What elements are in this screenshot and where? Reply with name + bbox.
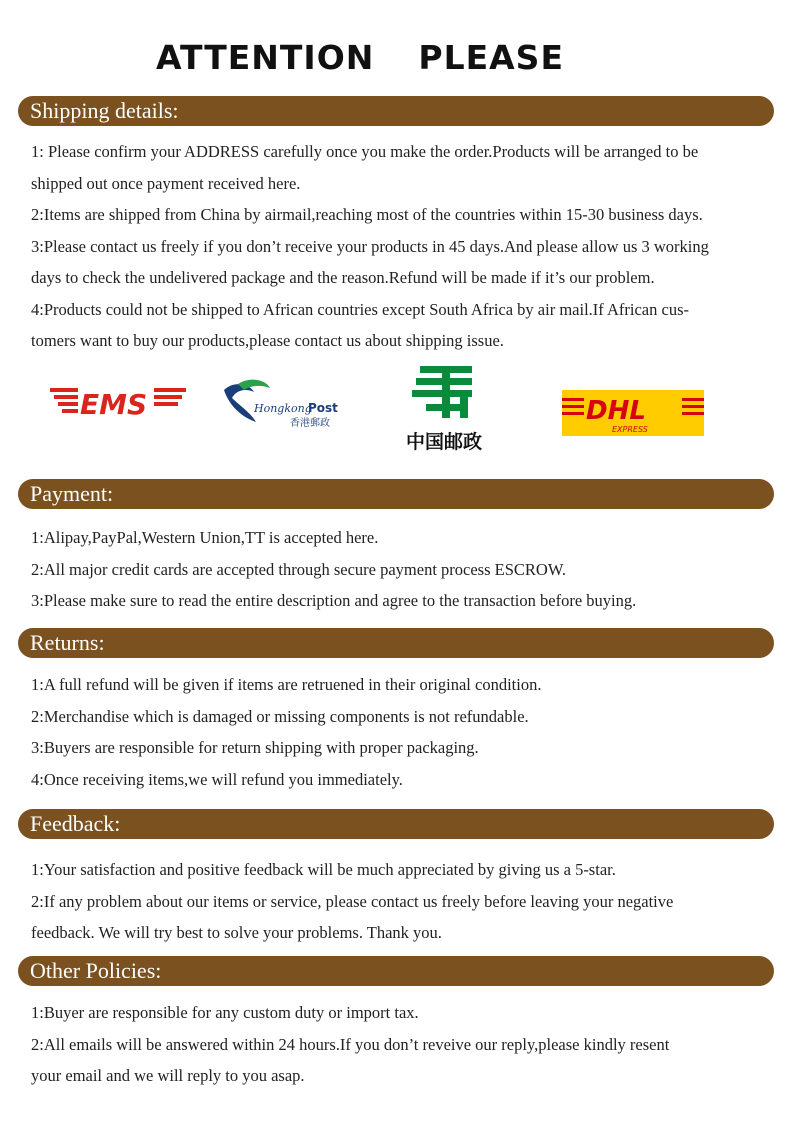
payment-section	[31, 522, 776, 617]
policies-line: 1:Buyer are responsible for any custom duty or import tax.	[31, 1003, 419, 1022]
shipping-line: days to check the undelivered package and the reason.Refund will be made if it’s our problem.	[31, 268, 655, 287]
feedback-heading: Feedback:	[30, 811, 121, 836]
feedback-line: feedback. We will try best to solve your problems. Thank you.	[31, 923, 442, 942]
returns-line: 1:A full refund will be given if items are retruened in their original condition.	[31, 675, 542, 694]
returns-line: 3:Buyers are responsible for return shipping with proper packaging.	[31, 738, 479, 757]
shipping-line: 1: Please confirm your ADDRESS carefully once you make the order.Products will be arranged to be	[31, 142, 699, 161]
policies-heading: Other Policies:	[30, 958, 162, 983]
dhl-logo-icon	[562, 390, 704, 441]
returns-heading: Returns:	[30, 630, 105, 655]
svg-text:Post: Post	[308, 401, 338, 415]
policies-section	[31, 997, 776, 1092]
title-word-attention: ATTENTION	[156, 38, 375, 77]
china-post-chinese: 中国邮政	[406, 431, 483, 453]
shipping-heading-bar	[18, 96, 774, 126]
ems-logo-icon	[50, 382, 190, 427]
returns-section	[31, 669, 776, 795]
shipping-line: 2:Items are shipped from China by airmail,reaching most of the countries within 15-30 business days.	[31, 205, 703, 224]
payment-line: 1:Alipay,PayPal,Western Union,TT is accepted here.	[31, 528, 379, 547]
shipping-line: 3:Please contact us freely if you don’t receive your products in 45 days.And please allow us 3 working	[31, 236, 709, 256]
returns-heading-bar	[18, 628, 774, 658]
payment-heading: Payment:	[30, 481, 114, 506]
page-title	[0, 38, 720, 77]
returns-line: 4:Once receiving items,we will refund you immediately.	[31, 769, 403, 789]
shipping-heading: Shipping details:	[30, 98, 179, 123]
policies-heading-bar	[18, 956, 774, 986]
dhl-logo-sub: EXPRESS	[612, 425, 648, 434]
shipping-section	[31, 136, 776, 357]
china-post-logo-icon	[402, 362, 497, 459]
policies-line: 2:All emails will be answered within 24 hours.If you don’t reveive our reply,please kindly resent	[31, 1034, 670, 1054]
shipping-line: 4:Products could not be shipped to African countries except South Africa by air mail.If African cus-	[31, 299, 689, 319]
feedback-line: 2:If any problem about our items or service, please contact us freely before leaving your negative	[31, 891, 674, 911]
svg-text:Hongkong: Hongkong	[254, 402, 312, 415]
feedback-heading-bar	[18, 809, 774, 839]
feedback-line: 1:Your satisfaction and positive feedback will be much appreciated by giving us a 5-star.	[31, 860, 616, 879]
policies-line: your email and we will reply to you asap.	[31, 1066, 305, 1085]
dhl-logo-text: DHL	[586, 396, 646, 426]
payment-line: 2:All major credit cards are accepted through secure payment process ESCROW.	[31, 559, 567, 579]
feedback-section	[31, 854, 776, 949]
hongkong-post-chinese: 香港郵政	[290, 418, 330, 429]
title-word-please: PLEASE	[418, 38, 564, 77]
payment-line: 3:Please make sure to read the entire description and agree to the transaction before buying.	[31, 591, 637, 610]
hongkong-post-logo-icon	[220, 378, 350, 439]
shipping-line: shipped out once payment received here.	[31, 173, 301, 193]
ems-logo-text: EMS	[80, 388, 148, 421]
returns-line: 2:Merchandise which is damaged or missing components is not refundable.	[31, 706, 529, 726]
payment-heading-bar	[18, 479, 774, 509]
shipping-line: tomers want to buy our products,please contact us about shipping issue.	[31, 331, 504, 350]
